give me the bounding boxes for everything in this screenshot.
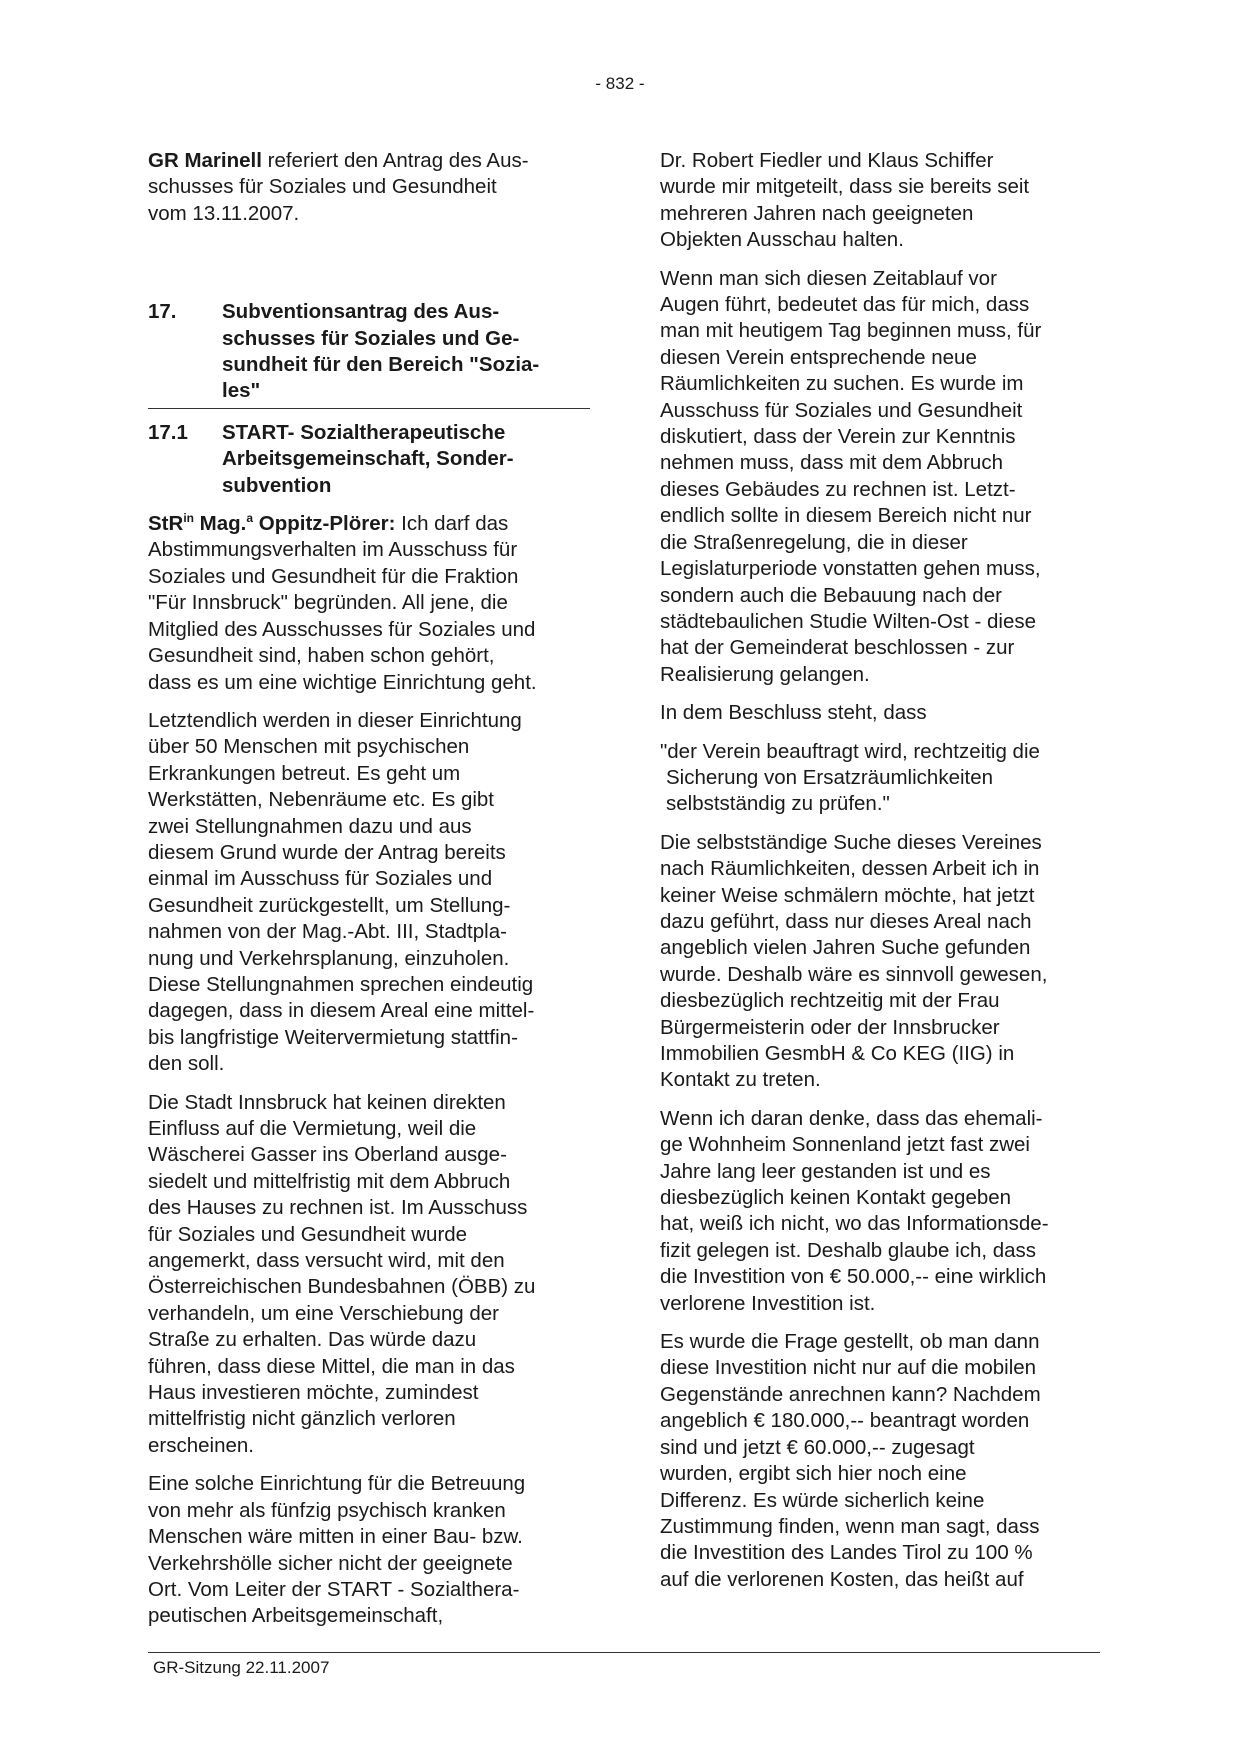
right-column (660, 148, 1100, 1605)
intro-paragraph: GR Marinell referiert den Antrag des Aus- schusses für Soziales und Gesundheit vom 13.11.2007. (148, 149, 529, 225)
subsection-title: START- Sozialtherapeutische Arbeitsgemeinschaft, Sonder- subvention (222, 420, 514, 497)
speaker-name: StR$^{in}$ Mag.$^a$ Oppitz-Plörer: (148, 511, 396, 536)
quote-block: "der Verein beauftragt wird, rechtzeitig die Sicherung von Ersatzräumlichkeiten selbstständig zu prüfen." (660, 739, 1040, 816)
speech-paragraph: StR$^{in}$ Mag.$^a$ Oppitz-Plörer: Ich darf das Abstimmungsverhalten im Ausschuss für Soziales und Gesundheit für die Fraktion "Für Innsbruck" begründen. All jene, die Mitglied des Ausschusses für Soziales und Gesundheit sind, haben schon gehört, dass es um eine wichtige Einrichtung geht. (148, 511, 537, 694)
footer-text: GR-Sitzung 22.11.2007 (153, 1658, 330, 1677)
body-paragraph: Die Stadt Innsbruck hat keinen direkten Einfluss auf die Vermietung, weil die Wäscherei Gasser ins Oberland ausge- siedelt und mittelfristig mit dem Abbruch des Hauses zu rechnen ist. Im Ausschuss für Soziales und Gesundheit wurde angemerkt, dass versucht wird, mit den Österreichischen Bundesbahnen (ÖBB) zu verhandeln, um eine Verschiebung der Straße zu erhalten. Das würde dazu führen, dass diese Mittel, die man in das Haus investieren möchte, zumindest mittelfristig nicht gänzlich verloren erscheinen. (148, 1090, 536, 1457)
body-paragraph: Wenn ich daran denke, dass das ehemali- ge Wohnheim Sonnenland jetzt fast zwei Jahre lang leer gestanden ist und es diesbezüglich keinen Kontakt gegeben hat, weiß ich nicht, wo das Informationsde- fizit gelegen ist. Deshalb glaube ich, dass die Investition von € 50.000,-- eine wirklich verlorene Investition ist. (660, 1106, 1049, 1315)
page-number: - 832 - (595, 74, 645, 93)
left-column (148, 148, 588, 1642)
body-paragraph: Eine solche Einrichtung für die Betreuung von mehr als fünfzig psychisch kranken Menschen wäre mitten in einer Bau- bzw. Verkehrshölle sicher nicht der geeignete Ort. Vom Leiter der START - Sozialthera- peutischen Arbeitsgemeinschaft, (148, 1472, 526, 1628)
subsection-number: 17.1 (148, 420, 188, 444)
section-title: Subventionsantrag des Aus- schusses für Soziales und Ge- sundheit für den Bereich "Sozia- les" (222, 300, 540, 403)
section-number: 17. (148, 300, 177, 324)
body-paragraph: Dr. Robert Fiedler und Klaus Schiffer wurde mir mitgeteilt, dass sie bereits seit mehreren Jahren nach geeigneten Objekten Ausschau halten. (660, 149, 1030, 252)
section-divider (148, 408, 590, 409)
section-17-heading (148, 299, 588, 408)
body-paragraph: In dem Beschluss steht, dass (660, 701, 927, 725)
body-paragraph: Es wurde die Frage gestellt, ob man dann diese Investition nicht nur auf die mobilen Gegenstände anrechnen kann? Nachdem angeblich € 180.000,-- beantragt worden sind und jetzt € 60.000,-- zugesagt wurden, ergibt sich hier noch eine Differenz. Es würde sicherlich keine Zustimmung finden, wenn man sagt, dass die Investition des Landes Tirol zu 100 % auf die verlorenen Kosten, das heißt auf (660, 1330, 1041, 1591)
footer-divider (148, 1652, 1100, 1653)
section-17-1-heading (148, 420, 588, 499)
body-paragraph: Letztendlich werden in dieser Einrichtung über 50 Menschen mit psychischen Erkrankungen betreut. Es geht um Werkstätten, Nebenräume etc. Es gibt zwei Stellungnahmen dazu und aus diesem Grund wurde der Antrag bereits einmal im Ausschuss für Soziales und Gesundheit zurückgestellt, um Stellung- nahmen von der Mag.-Abt. III, Stadtpla- nung und Verkehrsplanung, einzuholen. Diese Stellungnahmen sprechen eindeutig dagegen, dass in diesem Areal eine mittel- bis langfristige Weitervermietung stattfin- den soll. (148, 708, 535, 1076)
speaker-name: GR Marinell (148, 149, 262, 172)
body-paragraph: Die selbstständige Suche dieses Vereines nach Räumlichkeiten, dessen Arbeit ich in keiner Weise schmälern möchte, hat jetzt dazu geführt, dass nur dieses Areal nach angeblich vielen Jahren Suche gefunden wurde. Deshalb wäre es sinnvoll gewesen, diesbezüglich rechtzeitig mit der Frau Bürgermeisterin oder der Innsbrucker Immobilien GesmbH & Co KEG (IIG) in Kontakt zu treten. (660, 830, 1048, 1092)
body-paragraph: Wenn man sich diesen Zeitablauf vor Augen führt, bedeutet das für mich, dass man mit heutigem Tag beginnen muss, für diesen Verein entsprechende neue Räumlichkeiten zu suchen. Es wurde im Ausschuss für Soziales und Gesundheit diskutiert, dass der Verein zur Kenntnis nehmen muss, dass mit dem Abbruch dieses Gebäudes zu rechnen ist. Letzt- endlich sollte in diesem Bereich nicht nur die Straßenregelung, die in dieser Legislaturperiode vonstatten gehen muss, sondern auch die Bebauung nach der städtebaulichen Studie Wilten-Ost - diese hat der Gemeinderat beschlossen - zur Realisierung gelangen. (660, 266, 1042, 686)
